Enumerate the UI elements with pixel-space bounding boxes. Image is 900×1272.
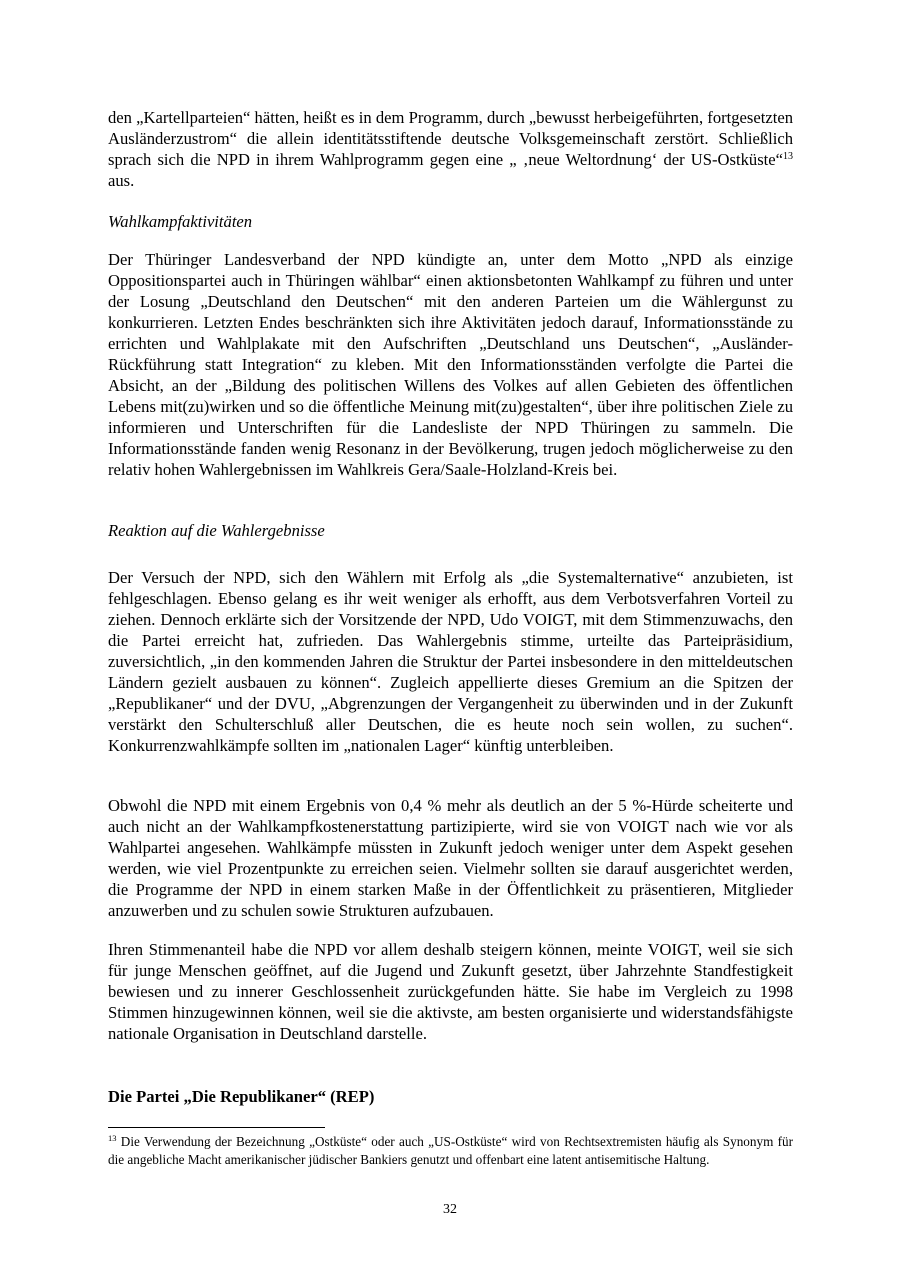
intro-paragraph-text: den „Kartellparteien“ hätten, heißt es in dem Programm, durch „bewusst herbeigeführten, fortgesetzten Ausländerzustrom“ die allein identitätsstiftende deutsche Volksgemeinschaft zerstört. Schließlich sprach sich die NPD in ihrem Wahlprogramm gegen eine „ ‚neue Weltordnung‘ der US-Ostküste“ (108, 108, 793, 169)
footnote-reference[interactable]: 13 (783, 151, 793, 162)
footnote-divider (108, 1127, 325, 1128)
page-number: 32 (443, 1202, 457, 1217)
heading-republikaner: Die Partei „Die Republikaner“ (REP) (108, 1087, 375, 1106)
paragraph-reaktion-3: Ihren Stimmenanteil habe die NPD vor allem deshalb steigern können, meinte VOIGT, weil sie sich für junge Menschen geöffnet, auf die Jugend und Zukunft gesetzt, über Jahrzehnte Standfestigkeit bewiesen und zu innerer Geschlossenheit zurückgefunden hätte. Sie habe im Vergleich zu 1998 Stimmen hinzugewinnen können, weil sie die aktivste, am besten organisierte und widerstandsfähigste nationale Organisation in Deutschland darstelle. (108, 940, 793, 1043)
heading-wahlkampfaktivitaeten: Wahlkampfaktivitäten (108, 212, 253, 231)
paragraph-reaktion-1: Der Versuch der NPD, sich den Wählern mit Erfolg als „die Systemalternative“ anzubieten, ist fehlgeschlagen. Ebenso gelang es ihr weit weniger als erhofft, aus dem Verbotsverfahren Vorteil zu ziehen. Dennoch erklärte sich der Vorsitzende der NPD, Udo VOIGT, mit dem Stimmenzuwachs, den die Partei erreicht hat, zufrieden. Das Wahlergebnis stimme, urteilte das Parteipräsidium, zuversichtlich, „in den kommenden Jahren die Struktur der Partei insbesondere in den mitteldeutschen Ländern gezielt ausbauen zu können“. Zugleich appellierte dieses Gremium an die Spitzen der „Republikaner“ und der DVU, „Abgrenzungen der Vergangenheit zu überwinden und in der Zukunft verstärkt den Schulterschluß aller Deutschen, die es heute noch sein wollen, zu suchen“. Konkurrenzwahlkämpfe sollten im „nationalen Lager“ künftig unterbleiben. (108, 568, 793, 755)
footnote-number: 13 (108, 1133, 117, 1143)
paragraph-wahlkampf: Der Thüringer Landesverband der NPD kündigte an, unter dem Motto „NPD als einzige Oppositionspartei auch in Thüringen wählbar“ einen aktionsbetonten Wahlkampf zu führen und unter der Losung „Deutschland den Deutschen“ mit den anderen Parteien um die Wählergunst zu konkurrieren. Letzten Endes beschränkten sich ihre Aktivitäten jedoch darauf, Informationsstände zu errichten und Wahlplakate mit den Aufschriften „Deutschland uns Deutschen“, „Ausländer-Rückführung statt Integration“ zu kleben. Mit den Informationsständen verfolgte die Partei die Absicht, an der „Bildung des politischen Willens des Volkes auf allen Gebieten des öffentlichen Lebens mit(zu)wirken und so die öffentliche Meinung mit(zu)gestalten“, über ihre politischen Ziele zu informieren und Unterschriften für die Landesliste der NPD Thüringen zu sammeln. Die Informationsstände fanden wenig Resonanz in der Bevölkerung, trugen jedoch möglicherweise zu den relativ hohen Wahlergebnissen im Wahlkreis Gera/Saale-Holzland-Kreis bei. (108, 250, 793, 479)
intro-paragraph-tail: aus. (108, 171, 135, 190)
intro-paragraph (108, 107, 793, 191)
footnote (108, 1133, 793, 1169)
footnote-text: Die Verwendung der Bezeichnung „Ostküste“ oder auch „US-Ostküste“ wird von Rechtsextremisten häufig als Synonym für die angebliche Macht amerikanischer jüdischer Bankiers genutzt und offenbart eine latent antisemitische Haltung. (108, 1134, 793, 1167)
heading-reaktion: Reaktion auf die Wahlergebnisse (108, 521, 325, 540)
paragraph-reaktion-2: Obwohl die NPD mit einem Ergebnis von 0,4 % mehr als deutlich an der 5 %-Hürde scheiterte und auch nicht an der Wahlkampfkostenerstattung partizipierte, wird sie von VOIGT nach wie vor als Wahlpartei angesehen. Wahlkämpfe müssten in Zukunft jedoch weniger unter dem Aspekt gesehen werden, wie viel Prozentpunkte zu erreichen seien. Vielmehr sollten sie darauf ausgerichtet werden, die Programme der NPD in einem starken Maße in der Öffentlichkeit zu präsentieren, Mitglieder anzuwerben und zu schulen sowie Strukturen aufzubauen. (108, 796, 793, 920)
